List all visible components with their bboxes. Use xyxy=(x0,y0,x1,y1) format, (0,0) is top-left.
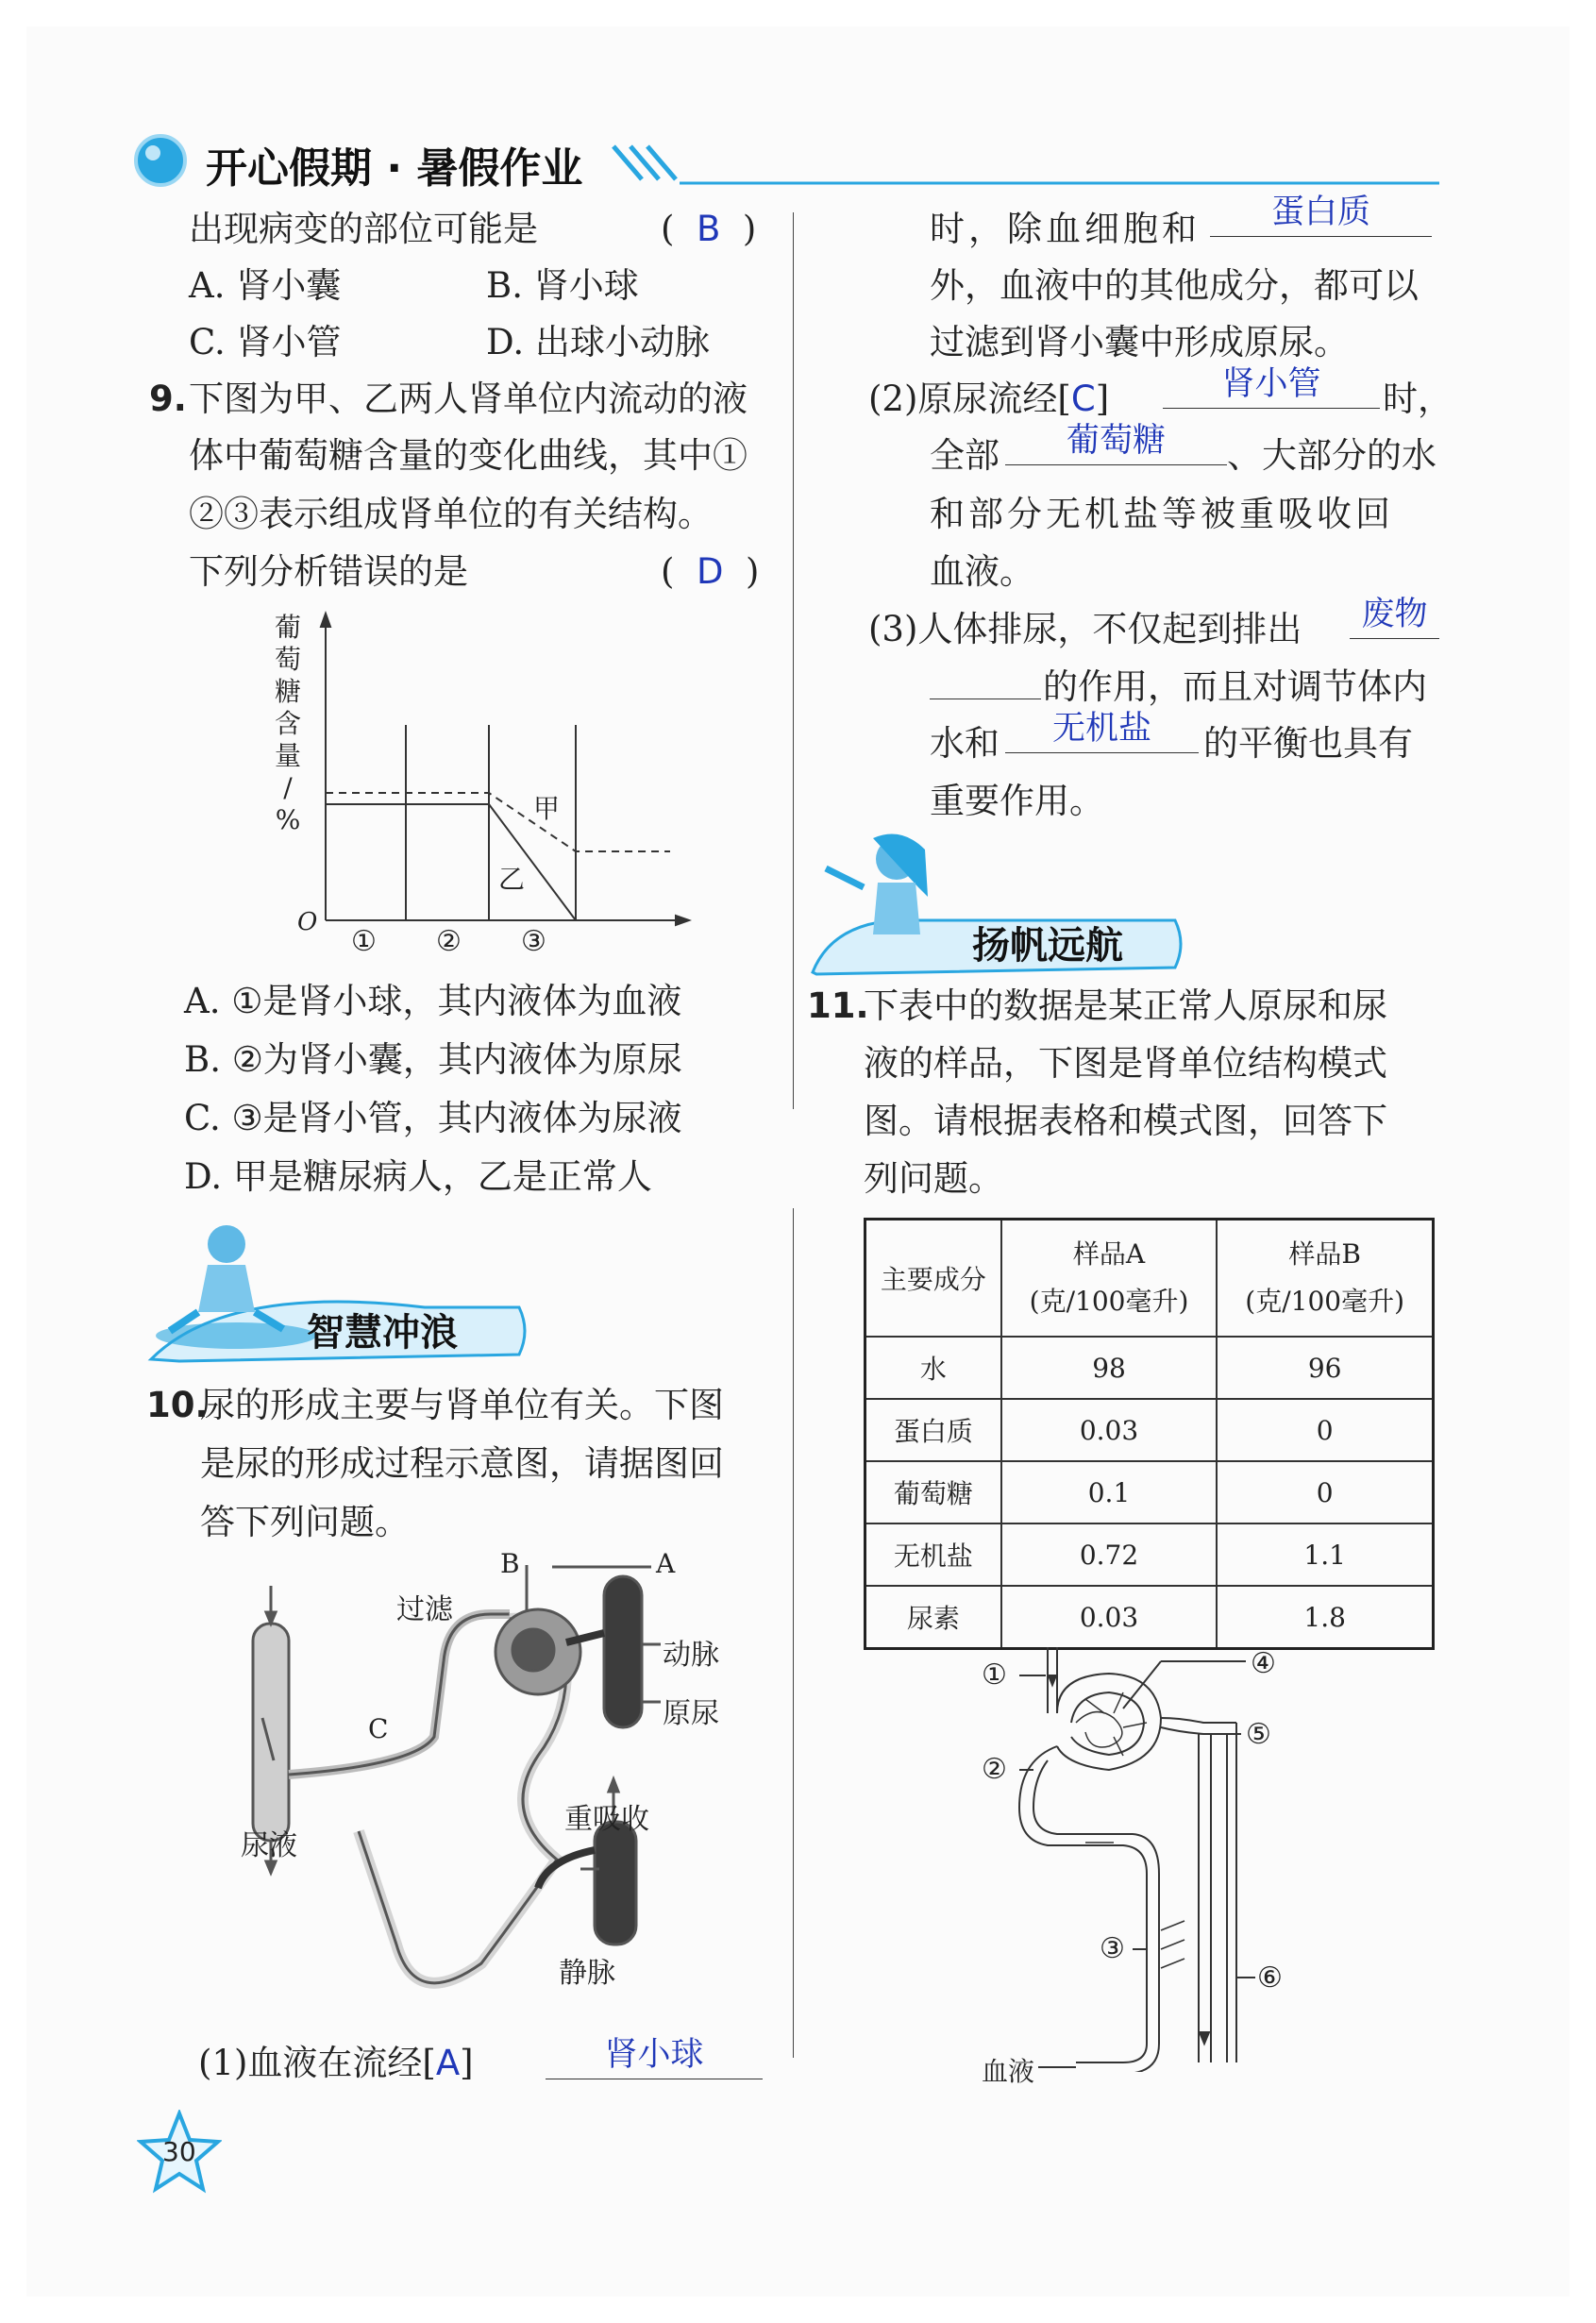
sub3-line3-pre: 水和 xyxy=(930,723,1000,764)
table-row xyxy=(865,1586,1434,1649)
banner-zhihui-text: 智慧冲浪 xyxy=(307,1311,458,1355)
sub2-bracket-answer: C xyxy=(1070,379,1096,419)
q9-line-2: 体中葡萄糖含量的变化曲线，其中① xyxy=(189,435,748,476)
table-cell: 尿素 xyxy=(865,1586,1001,1649)
diagram-label-a: A xyxy=(656,1548,676,1579)
blank-protein[interactable]: 蛋白质 xyxy=(1210,196,1432,237)
blank-salt[interactable]: 无机盐 xyxy=(1005,713,1199,753)
q10-diagram xyxy=(227,1548,736,2039)
table-cell: 0 xyxy=(1217,1399,1433,1461)
sub2-post: 时， xyxy=(1383,379,1453,419)
header-sample-a: 样品A xyxy=(1072,1238,1146,1270)
table-cell: 1.8 xyxy=(1217,1586,1433,1649)
model-label-4: ④ xyxy=(1251,1647,1276,1680)
table-cell: 水 xyxy=(865,1337,1001,1399)
q8-stem-tail: 出现病变的部位可能是 xyxy=(189,209,538,249)
q9-option-a: A. ①是肾小球，其内液体为血液 xyxy=(184,981,682,1021)
header-unit-a: (克/100毫升) xyxy=(1029,1286,1189,1317)
header-title: 开心假期 · 暑假作业 xyxy=(206,144,583,193)
table-cell: 1.1 xyxy=(1217,1523,1433,1586)
table-cell: 0.1 xyxy=(1001,1461,1218,1523)
q11-diagram xyxy=(982,1647,1302,2087)
r-line-2: 外，血液中的其他成分，都可以 xyxy=(930,265,1419,306)
q10-sub1-bracket-answer: A xyxy=(435,2043,461,2083)
table-cell: 0.72 xyxy=(1001,1523,1218,1586)
table-cell: 蛋白质 xyxy=(865,1399,1001,1461)
table-cell: 96 xyxy=(1217,1337,1433,1399)
diagram-label-vein: 静脉 xyxy=(559,1957,615,1990)
table-row xyxy=(865,1461,1434,1523)
ylabel-char: % xyxy=(275,804,301,835)
nephron-model-svg xyxy=(982,1647,1302,2072)
model-label-5: ⑤ xyxy=(1246,1718,1271,1751)
series-jia xyxy=(326,793,670,851)
page-number: 30 xyxy=(162,2136,196,2167)
table-row xyxy=(865,1523,1434,1586)
sub2-close: ] xyxy=(1095,379,1110,419)
q9-option-d: D. 甲是糖尿病人，乙是正常人 xyxy=(184,1156,652,1197)
chart-label-yi: 乙 xyxy=(498,864,526,895)
ylabel-char: / xyxy=(283,772,293,803)
blank-tubule[interactable]: 肾小管 xyxy=(1163,368,1380,409)
model-label-2: ② xyxy=(982,1753,1007,1786)
chart-tick-3: ③ xyxy=(521,925,546,958)
diagram-label-b: B xyxy=(500,1548,520,1579)
diagram-label-artery: 动脉 xyxy=(663,1639,719,1672)
ylabel-char: 量 xyxy=(274,740,301,771)
ylabel-char: 葡 xyxy=(274,612,301,643)
sub2-line2-post: 、大部分的水 xyxy=(1227,435,1436,476)
q9-line-3: ②③表示组成肾单位的有关结构。 xyxy=(189,494,713,534)
chart-tick-1: ① xyxy=(351,925,377,958)
header-unit-b: (克/100毫升) xyxy=(1245,1286,1405,1317)
table-header-cell xyxy=(1217,1220,1433,1338)
q10-sub1-blank[interactable]: 肾小球 xyxy=(546,2039,763,2079)
table-header-cell: 主要成分 xyxy=(865,1220,1001,1338)
q9-answer-paren: ( D ) xyxy=(661,551,760,592)
q8-answer-paren: ( B ) xyxy=(661,209,757,249)
q10-sub1-close: ] xyxy=(460,2043,474,2083)
q9-answer: D xyxy=(696,551,724,592)
model-label-6: ⑥ xyxy=(1257,1961,1283,1995)
q8-option-d: D. 出球小动脉 xyxy=(486,322,710,362)
table-header-row xyxy=(865,1220,1434,1338)
chart-label-jia: 甲 xyxy=(533,793,561,824)
sub2-line4: 血液。 xyxy=(930,551,1034,592)
sub2-pre: (2)原尿流经[ xyxy=(868,379,1071,419)
q9-number: 9. xyxy=(149,379,187,419)
sub2-line2-pre: 全部 xyxy=(930,435,1000,476)
table-row xyxy=(865,1399,1434,1461)
diagram-label-c: C xyxy=(368,1713,389,1744)
q11-line-4: 列问题。 xyxy=(864,1158,1003,1199)
table-cell: 葡萄糖 xyxy=(865,1461,1001,1523)
header-circle-icon xyxy=(132,132,189,189)
r-line-3: 过滤到肾小囊中形成原尿。 xyxy=(930,322,1349,362)
column-divider xyxy=(793,212,794,1109)
table-cell: 0.03 xyxy=(1001,1399,1218,1461)
table-row xyxy=(865,1337,1434,1399)
sub3-line3-post: 的平衡也具有 xyxy=(1203,723,1413,764)
table-header-cell xyxy=(1001,1220,1218,1338)
q8-option-b: B. 肾小球 xyxy=(486,265,639,306)
q9-chart-svg xyxy=(264,604,698,963)
model-label-3: ③ xyxy=(1100,1932,1125,1965)
sub3-line4: 重要作用。 xyxy=(930,781,1104,821)
q9-line-4: 下列分析错误的是 xyxy=(189,551,468,592)
header-stripes-icon xyxy=(604,142,1453,189)
diagram-label-filter: 过滤 xyxy=(396,1593,453,1626)
table-cell: 0 xyxy=(1217,1461,1433,1523)
column-divider-lower xyxy=(793,1208,794,2058)
banner-yangfan xyxy=(807,831,1203,982)
diagram-label-primary-urine: 原尿 xyxy=(663,1697,719,1730)
diagram-label-reabsorb: 重吸收 xyxy=(564,1803,649,1836)
q10-number: 10. xyxy=(146,1385,209,1425)
chart-tick-2: ② xyxy=(436,925,462,958)
blank-waste[interactable]: 废物 xyxy=(1350,598,1439,639)
q8-option-a: A. 肾小囊 xyxy=(189,265,342,306)
sub3-pre: (3)人体排尿，不仅起到排出 xyxy=(868,609,1302,649)
q8-option-c: C. 肾小管 xyxy=(189,322,342,362)
model-label-1: ① xyxy=(982,1658,1007,1692)
q9-option-b: B. ②为肾小囊，其内液体为原尿 xyxy=(184,1039,682,1080)
q10-line-1: 尿的形成主要与肾单位有关。下图 xyxy=(200,1385,724,1425)
header-sample-b: 样品B xyxy=(1288,1238,1361,1270)
q11-line-1: 下表中的数据是某正常人原尿和尿 xyxy=(864,985,1387,1026)
diagram-label-urine: 尿液 xyxy=(241,1829,297,1862)
q10-sub1-text: (1)血液在流经[ xyxy=(198,2043,436,2083)
nephron-diagram-svg xyxy=(227,1548,736,2039)
chart-origin: O xyxy=(297,908,318,936)
q9-option-c: C. ③是肾小管，其内液体为尿液 xyxy=(184,1098,682,1138)
header xyxy=(0,0,1596,208)
table-cell: 98 xyxy=(1001,1337,1218,1399)
q11-line-3: 图。请根据表格和模式图，回答下 xyxy=(864,1101,1387,1141)
q9-chart xyxy=(264,604,698,963)
r-line-1: 时，除血细胞和 xyxy=(930,209,1201,249)
banner-zhihui xyxy=(142,1218,538,1369)
ylabel-char: 萄 xyxy=(274,644,301,675)
q8-answer: B xyxy=(696,209,721,249)
q10-line-2: 是尿的形成过程示意图，请据图回 xyxy=(200,1443,724,1484)
sub2-line3: 和部分无机盐等被重吸收回 xyxy=(930,494,1394,534)
q9-line-1: 下图为甲、乙两人肾单位内流动的液 xyxy=(189,379,748,419)
q11-number: 11. xyxy=(807,985,869,1026)
q10-line-3: 答下列问题。 xyxy=(200,1502,410,1542)
y-arrow xyxy=(321,614,330,627)
table-cell: 无机盐 xyxy=(865,1523,1001,1586)
sub3-line2: 的作用，而且对调节体内 xyxy=(1043,666,1427,707)
q11-line-2: 液的样品，下图是肾单位结构模式 xyxy=(864,1043,1387,1084)
banner-yangfan-text: 扬帆远航 xyxy=(972,924,1123,968)
q10-sub1 xyxy=(198,2034,474,2093)
q11-table xyxy=(864,1218,1435,1650)
blank-glucose[interactable]: 葡萄糖 xyxy=(1005,425,1227,465)
ylabel-char: 糖 xyxy=(274,676,301,707)
table-cell: 0.03 xyxy=(1001,1586,1218,1649)
model-label-blood: 血液 xyxy=(982,2056,1035,2087)
r-sub2 xyxy=(868,370,1109,429)
x-arrow xyxy=(676,916,689,925)
ylabel-char: 含 xyxy=(274,708,301,739)
